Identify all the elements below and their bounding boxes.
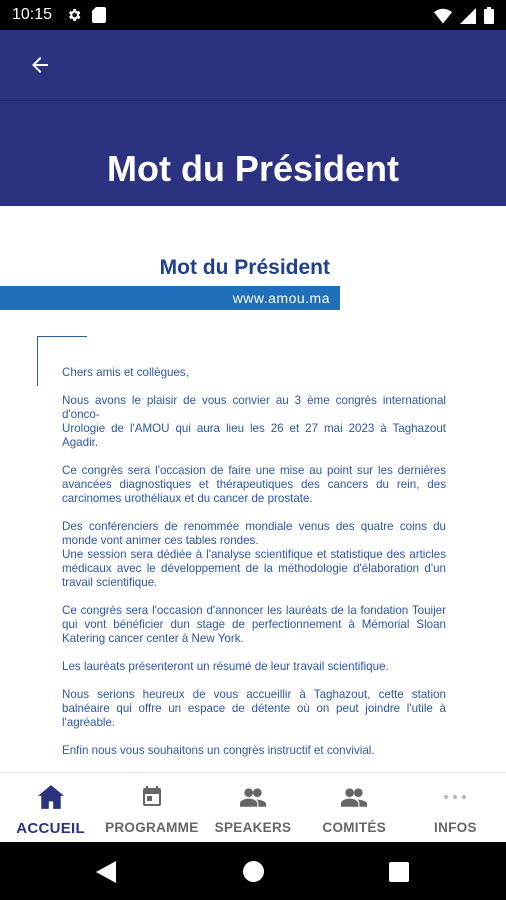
gear-icon bbox=[66, 7, 82, 28]
corner-decoration-left bbox=[37, 336, 38, 386]
letter-paragraph: Des conférenciers de renommée mondiale venus des quatre coins du monde vont animer ces tables rondes. Une session sera dédiée à l'analyse scientifique et statistique des articles médicaux avec le développement de la méthodologie d'élaboration d'un travail scientifique. bbox=[62, 520, 446, 589]
nav-item-comites[interactable] bbox=[304, 773, 405, 842]
people-icon bbox=[341, 784, 367, 810]
more-horiz-icon bbox=[442, 784, 468, 810]
letter-body bbox=[62, 366, 446, 772]
nav-item-programme[interactable] bbox=[101, 773, 202, 842]
document-title bbox=[0, 256, 480, 280]
header-divider bbox=[0, 100, 506, 101]
status-time: 10:15 bbox=[12, 6, 53, 23]
people-icon bbox=[240, 784, 266, 810]
letter-content[interactable] bbox=[0, 206, 506, 772]
nav-item-infos[interactable] bbox=[405, 773, 506, 842]
triangle-back-icon[interactable] bbox=[96, 861, 116, 888]
nav-label: PROGRAMME bbox=[105, 820, 199, 835]
circle-home-icon[interactable] bbox=[243, 861, 264, 887]
bottom-navigation bbox=[0, 772, 506, 842]
app-header bbox=[0, 30, 506, 206]
letter-paragraph: Nous serions heureux de vous accueillir à Taghazout, cette station balnéaire qui offre un espace de détente où on peut joindre l'utile à l'agréable. bbox=[62, 688, 446, 729]
corner-decoration-top bbox=[37, 336, 87, 337]
nav-label: COMITÉS bbox=[322, 820, 387, 835]
letter-paragraph: Les lauréats présenteront un résumé de leur travail scientifique. bbox=[62, 660, 389, 673]
battery-icon bbox=[484, 7, 494, 29]
status-right-icons bbox=[434, 7, 494, 29]
home-icon bbox=[38, 784, 64, 810]
page-title: Mot du Président bbox=[106, 148, 399, 189]
nav-label: INFOS bbox=[434, 820, 477, 835]
signal-icon bbox=[460, 8, 476, 29]
letter-paragraph: Chers amis et collègues, bbox=[62, 366, 189, 379]
nav-label: ACCUEIL bbox=[16, 820, 85, 837]
wifi-icon bbox=[434, 8, 452, 29]
calendar-icon bbox=[139, 784, 165, 810]
url-banner: www.amou.ma bbox=[0, 286, 340, 310]
nav-item-speakers[interactable] bbox=[202, 773, 303, 842]
status-left-icons bbox=[66, 7, 106, 28]
sd-card-icon bbox=[92, 7, 106, 28]
arrow-back-icon bbox=[28, 53, 52, 77]
letter-paragraph: Nous avons le plaisir de vous convier au 3 ème congrès international d'onco- Urologie de l'AMOU qui aura lieu les 26 et 27 mai 2023 à Taghazout Agadir. bbox=[62, 394, 446, 449]
document-title-text: Mot du Président bbox=[159, 256, 330, 279]
back-button[interactable] bbox=[22, 50, 58, 80]
system-navigation-bar bbox=[0, 842, 506, 900]
letter-paragraph: Ce congrès sera l'occasion de faire une mise au point sur les dernières avancées diagnostiques et thérapeutiques des cancers du rein, des carcinomes urothéliaux et du cancer de prostate. bbox=[62, 464, 446, 505]
square-recents-icon[interactable] bbox=[389, 862, 409, 887]
nav-label: SPEAKERS bbox=[214, 820, 292, 835]
status-bar bbox=[0, 0, 506, 30]
letter-paragraph: Enfin nous vous souhaitons un congrès instructif et convivial. bbox=[62, 744, 375, 757]
nav-item-accueil[interactable] bbox=[0, 773, 101, 842]
letter-paragraph: Ce congrès sera l'occasion d'annoncer les lauréats de la fondation Touijer qui vont bénéficier dun stage de perfectionnement à Mémorial Sloan Katering cancer center à New York. bbox=[62, 604, 446, 645]
